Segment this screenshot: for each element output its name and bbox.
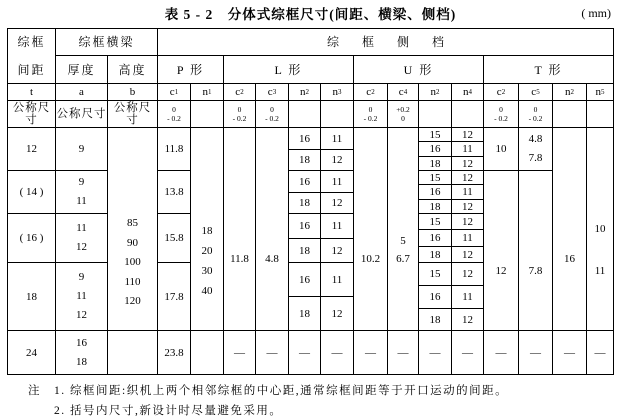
symbol-base: c <box>398 86 404 98</box>
notes-label: 注 <box>28 385 41 397</box>
cell-u-n4: 11 <box>452 185 484 200</box>
cell-l-n2: 16 <box>289 128 321 150</box>
symbol-base: c <box>267 86 273 98</box>
cell-t: 24 <box>8 331 56 375</box>
cell-t-c2-upper: 10 <box>484 128 519 171</box>
tolerance-c2 <box>224 101 256 128</box>
value: 40 <box>201 285 213 297</box>
value: 110 <box>124 275 141 288</box>
value: 30 <box>201 265 213 277</box>
cell-t-c5-upper <box>519 128 553 171</box>
value: 9 <box>78 176 85 188</box>
cell-u-n2: 15 <box>419 171 452 185</box>
unit-label: ( mm) <box>581 6 611 20</box>
value: 16 <box>564 253 575 265</box>
value: 9 <box>78 142 85 155</box>
dash-cell: — <box>388 331 419 375</box>
dash-cell: — <box>321 331 354 375</box>
value: 4.8 <box>265 253 279 265</box>
symbol-base: n <box>595 86 601 98</box>
value: 20 <box>201 245 213 257</box>
cell-u-n4: 11 <box>452 286 484 309</box>
value: 5 <box>400 235 406 247</box>
symbol-c2 <box>354 84 388 101</box>
value: 10 <box>594 223 606 235</box>
cell-l-n2: 18 <box>289 239 321 263</box>
value: 6.7 <box>396 253 410 265</box>
empty-cell <box>108 331 158 375</box>
symbol-base: n <box>202 86 208 98</box>
tol-top: 0 <box>533 105 538 114</box>
symbol-sub: 4 <box>468 88 472 96</box>
symbol-sub: 3 <box>272 88 277 96</box>
header-line: 间距 <box>17 63 46 77</box>
cell-l-n2: 16 <box>289 214 321 239</box>
header-frame-spacing <box>8 29 56 84</box>
value: 12 <box>76 309 87 321</box>
symbol-base: n <box>430 86 436 98</box>
nominal-size-label: 公称尺寸 <box>56 101 108 128</box>
value: 18 <box>76 355 87 368</box>
cell-a <box>56 128 108 171</box>
symbol-c4 <box>388 84 419 101</box>
symbol-base: c <box>531 86 537 98</box>
value: 85 <box>127 217 138 229</box>
cell-l-c2-merged <box>224 128 256 331</box>
symbol-n2 <box>289 84 321 101</box>
cell-t-n5-merged <box>587 128 614 331</box>
symbol-sub: 5 <box>601 88 605 96</box>
symbol-sub: 4 <box>403 88 408 96</box>
empty-cell <box>191 331 224 375</box>
cell-c1: 11.8 <box>158 128 191 171</box>
tolerance-c2-t <box>484 101 519 128</box>
cell-u-n4: 11 <box>452 230 484 247</box>
symbol-a <box>56 84 108 101</box>
table-title: 表 5 - 2 分体式综框尺寸(间距、横梁、侧档) <box>164 7 457 22</box>
value: 12 <box>76 241 87 253</box>
value: 11 <box>76 195 87 207</box>
tolerance-c5 <box>519 101 553 128</box>
tol-bottom: 0 <box>401 114 405 123</box>
note-item-1: 1. 综框间距:织机上两个相邻综框的中心距,通常综框间距等于开口运动的间距。 <box>54 385 509 397</box>
symbol-sub: 2 <box>436 88 440 96</box>
cell-u-c2-merged <box>354 128 388 331</box>
symbol-sub: 5 <box>536 88 540 96</box>
symbol-c1 <box>158 84 191 101</box>
value: 4.8 <box>528 133 543 145</box>
cell-u-n4: 12 <box>452 157 484 171</box>
value: 11 <box>594 265 606 277</box>
tolerance-c3 <box>256 101 289 128</box>
header-t-shape: T 形 <box>484 56 614 84</box>
cell-a <box>56 171 108 214</box>
symbol-b <box>108 84 158 101</box>
tol-bottom: - 0.2 <box>232 114 247 123</box>
empty-cell <box>419 101 452 128</box>
tol-top: 0 <box>270 105 274 114</box>
note-item-2: 2. 括号内尺寸,新设计时尽量避免采用。 <box>54 405 283 417</box>
tol-top: 0 <box>368 105 373 114</box>
symbol-n3 <box>321 84 354 101</box>
value: 10.2 <box>360 253 381 265</box>
cell-u-c4-merged <box>388 128 419 331</box>
value: 11 <box>76 290 87 302</box>
cell-l-n3: 11 <box>321 128 354 150</box>
cell-u-n2: 16 <box>419 142 452 157</box>
cell-a <box>56 263 108 331</box>
symbol-n2 <box>419 84 452 101</box>
dash-cell: — <box>519 331 553 375</box>
cell-c1: 13.8 <box>158 171 191 214</box>
nominal-size-label: 公称尺寸 <box>8 101 56 128</box>
cell-l-n3: 12 <box>321 150 354 171</box>
symbol-base: a <box>79 86 84 98</box>
symbol-n4 <box>452 84 484 101</box>
cell-t: 12 <box>8 128 56 171</box>
dash-cell: — <box>587 331 614 375</box>
cell-u-n4: 12 <box>452 263 484 286</box>
header-height: 高度 <box>108 56 158 84</box>
empty-cell <box>452 101 484 128</box>
cell-l-n2: 16 <box>289 171 321 193</box>
dash-cell: — <box>452 331 484 375</box>
cell-a <box>56 214 108 263</box>
value: 11 <box>76 222 87 234</box>
symbol-n1 <box>191 84 224 101</box>
symbol-base: t <box>29 86 34 98</box>
cell-l-c3-merged <box>256 128 289 331</box>
cell-t: 18 <box>8 263 56 331</box>
header-thickness: 厚度 <box>56 56 108 84</box>
tol-top: 0 <box>172 105 176 114</box>
empty-cell <box>289 101 321 128</box>
symbol-sub: 2 <box>570 88 574 96</box>
tol-bottom: - 0.2 <box>265 114 279 123</box>
value: 9 <box>78 271 85 283</box>
value: 12 <box>495 265 507 277</box>
dash-cell: — <box>419 331 452 375</box>
symbol-base: c <box>366 86 372 98</box>
value: 16 <box>76 336 87 349</box>
spec-table <box>7 28 614 375</box>
symbol-c2 <box>484 84 519 101</box>
cell-u-n2: 18 <box>419 157 452 171</box>
cell-c1: 23.8 <box>158 331 191 375</box>
cell-l-n2: 16 <box>289 263 321 297</box>
cell-l-n3: 11 <box>321 263 354 297</box>
dash-cell: — <box>224 331 256 375</box>
dash-cell: — <box>484 331 519 375</box>
symbol-base: c <box>235 86 241 98</box>
cell-c1: 15.8 <box>158 214 191 263</box>
header-p-shape: P 形 <box>158 56 224 84</box>
cell-u-n2: 16 <box>419 185 452 200</box>
tol-bottom: - 0.2 <box>528 114 543 123</box>
cell-u-n2: 18 <box>419 200 452 214</box>
cell-u-n4: 11 <box>452 142 484 157</box>
cell-u-n4: 12 <box>452 214 484 230</box>
header-l-shape: L 形 <box>224 56 354 84</box>
tol-bottom: - 0.2 <box>167 114 181 123</box>
dash-cell: — <box>354 331 388 375</box>
symbol-sub: 1 <box>174 88 179 96</box>
header-side-stave: 综 框 侧 档 <box>158 29 614 56</box>
cell-t: ( 16 ) <box>8 214 56 263</box>
symbol-base: b <box>129 86 136 98</box>
cell-l-n3: 12 <box>321 239 354 263</box>
cell-l-n3: 11 <box>321 214 354 239</box>
symbol-base: c <box>496 86 502 98</box>
header-u-shape: U 形 <box>354 56 484 84</box>
cell-b-merged <box>108 128 158 331</box>
header-crossbeam: 综框横梁 <box>56 29 158 56</box>
symbol-c2 <box>224 84 256 101</box>
cell-a <box>56 331 108 375</box>
symbol-sub: 2 <box>305 88 309 96</box>
cell-l-n2: 18 <box>289 150 321 171</box>
nominal-size-label: 公称尺寸 <box>108 101 158 128</box>
cell-u-n2: 18 <box>419 309 452 331</box>
cell-u-n2: 15 <box>419 214 452 230</box>
cell-l-n2: 18 <box>289 297 321 331</box>
header-line: 综框 <box>17 35 46 49</box>
symbol-sub: 3 <box>338 88 342 96</box>
tol-top: 0 <box>499 105 503 114</box>
cell-l-n3: 12 <box>321 297 354 331</box>
symbol-base: n <box>463 86 469 98</box>
symbol-c3 <box>256 84 289 101</box>
cell-u-n2: 16 <box>419 286 452 309</box>
tol-top: +0.2 <box>396 105 410 114</box>
cell-l-n3: 11 <box>321 171 354 193</box>
cell-u-n2: 18 <box>419 247 452 263</box>
value: 7.8 <box>528 265 543 277</box>
symbol-c5 <box>519 84 553 101</box>
value: 7.8 <box>528 152 543 164</box>
tol-top: 0 <box>237 105 242 114</box>
cell-c1: 17.8 <box>158 263 191 331</box>
cell-u-n2: 15 <box>419 263 452 286</box>
cell-t-c2-lower <box>484 171 519 331</box>
symbol-n2 <box>553 84 587 101</box>
tolerance-c4 <box>388 101 419 128</box>
tolerance-c1 <box>158 101 191 128</box>
empty-cell <box>191 101 224 128</box>
symbol-base: n <box>332 86 338 98</box>
cell-u-n4: 12 <box>452 247 484 263</box>
symbol-sub: 2 <box>371 88 375 96</box>
cell-u-n2: 15 <box>419 128 452 142</box>
tolerance-c2-u <box>354 101 388 128</box>
value: 100 <box>124 256 141 268</box>
symbol-n5 <box>587 84 614 101</box>
dash-cell: — <box>553 331 587 375</box>
value: 90 <box>127 236 138 249</box>
symbol-t <box>8 84 56 101</box>
symbol-base: n <box>565 86 571 98</box>
cell-n1-merged <box>191 128 224 331</box>
cell-u-n4: 12 <box>452 200 484 214</box>
dash-cell: — <box>289 331 321 375</box>
empty-cell <box>553 101 587 128</box>
empty-cell <box>321 101 354 128</box>
cell-t-n2-merged <box>553 128 587 331</box>
empty-cell <box>587 101 614 128</box>
tol-bottom: - 0.2 <box>363 114 378 123</box>
cell-u-n4: 12 <box>452 128 484 142</box>
symbol-sub: 2 <box>240 88 244 96</box>
cell-u-n4: 12 <box>452 171 484 185</box>
symbol-base: n <box>300 86 306 98</box>
cell-u-n4: 12 <box>452 309 484 331</box>
cell-t-c5-lower <box>519 171 553 331</box>
value: 11.8 <box>230 253 249 265</box>
symbol-sub: 2 <box>501 88 506 96</box>
dash-cell: — <box>256 331 289 375</box>
value: 18 <box>201 225 213 237</box>
cell-t: ( 14 ) <box>8 171 56 214</box>
cell-u-n2: 16 <box>419 230 452 247</box>
cell-l-n3: 12 <box>321 193 354 214</box>
cell-l-n2: 18 <box>289 193 321 214</box>
tol-bottom: - 0.2 <box>494 114 508 123</box>
value: 120 <box>124 295 141 307</box>
symbol-sub: 1 <box>208 88 212 96</box>
symbol-base: c <box>169 86 175 98</box>
